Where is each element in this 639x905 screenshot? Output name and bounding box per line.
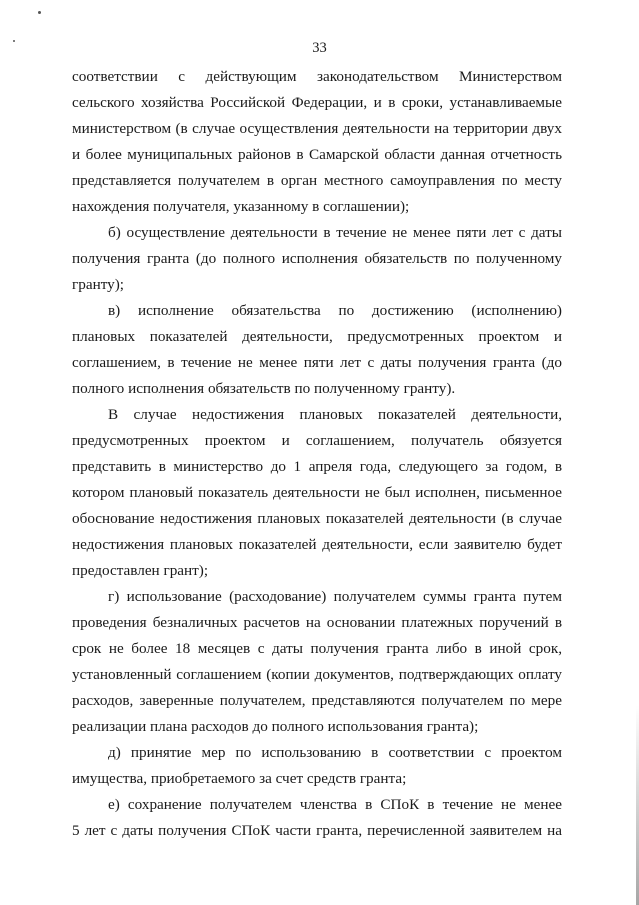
text-line: имущества, приобретаемого за счет средств гранта; bbox=[72, 770, 407, 787]
text-line: нахождения получателя, указанному в соглашении); bbox=[72, 198, 410, 215]
scan-speck bbox=[38, 11, 41, 14]
page-number: 33 bbox=[312, 40, 327, 56]
text-line: б) осуществление деятельности в течение не менее пяти лет с даты bbox=[108, 224, 562, 241]
text-line: соответствии с действующим законодательством Министерством bbox=[72, 68, 562, 85]
paragraph-g bbox=[72, 584, 562, 740]
text-line: реализации плана расходов до полного использования гранта); bbox=[72, 718, 479, 735]
text-line: министерством (в случае осуществления деятельности на территории двух bbox=[72, 120, 562, 137]
text-line: представляется получателем в орган местного самоуправления по месту bbox=[72, 172, 562, 189]
text-line: полного исполнения обязательств по полученному гранту). bbox=[72, 380, 456, 397]
text-line: предусмотренных проектом и соглашением, получатель обязуется bbox=[72, 432, 562, 449]
text-line: соглашением, в течение не менее пяти лет с даты получения гранта (до bbox=[72, 354, 562, 371]
text-line: В случае недостижения плановых показателей деятельности, bbox=[108, 406, 562, 423]
paragraph-continuation bbox=[72, 64, 562, 220]
paragraph-non-achievement bbox=[72, 402, 562, 584]
paragraph-e bbox=[72, 792, 562, 844]
text-line: котором плановый показатель деятельности не был исполнен, письменное bbox=[72, 484, 562, 501]
paragraph-b bbox=[72, 220, 562, 298]
text-line: е) сохранение получателем членства в СПоК в течение не менее bbox=[108, 796, 562, 813]
text-line: д) принятие мер по использованию в соответствии с проектом bbox=[108, 744, 562, 761]
text-line: сельского хозяйства Российской Федерации, и в сроки, устанавливаемые bbox=[72, 94, 562, 111]
text-line: обоснование недостижения плановых показателей деятельности (в случае bbox=[72, 510, 562, 527]
text-line: срок не более 18 месяцев с даты получения гранта либо в иной срок, bbox=[72, 640, 562, 657]
text-line: в) исполнение обязательства по достижению (исполнению) bbox=[108, 302, 562, 319]
text-line: получения гранта (до полного исполнения обязательств по полученному bbox=[72, 250, 562, 267]
text-line: установленный соглашением (копии документов, подтверждающих оплату bbox=[72, 666, 562, 683]
text-line: представить в министерство до 1 апреля года, следующего за годом, в bbox=[72, 458, 562, 475]
text-line: предоставлен грант); bbox=[72, 562, 209, 579]
text-line: проведения безналичных расчетов на основании платежных поручений в bbox=[72, 614, 562, 631]
text-line: гранту); bbox=[72, 276, 124, 293]
paragraph-d bbox=[72, 740, 562, 792]
text-line: 5 лет с даты получения СПоК части гранта, перечисленной заявителем на bbox=[72, 822, 562, 839]
document-body bbox=[72, 64, 562, 844]
paragraph-v bbox=[72, 298, 562, 402]
text-line: недостижения плановых показателей деятельности, если заявителю будет bbox=[72, 536, 562, 553]
text-line: плановых показателей деятельности, предусмотренных проектом и bbox=[72, 328, 562, 345]
text-line: и более муниципальных районов в Самарской области данная отчетность bbox=[72, 146, 562, 163]
text-line: г) использование (расходование) получателем суммы гранта путем bbox=[108, 588, 562, 605]
text-line: расходов, заверенные получателем, представляются получателем по мере bbox=[72, 692, 562, 709]
